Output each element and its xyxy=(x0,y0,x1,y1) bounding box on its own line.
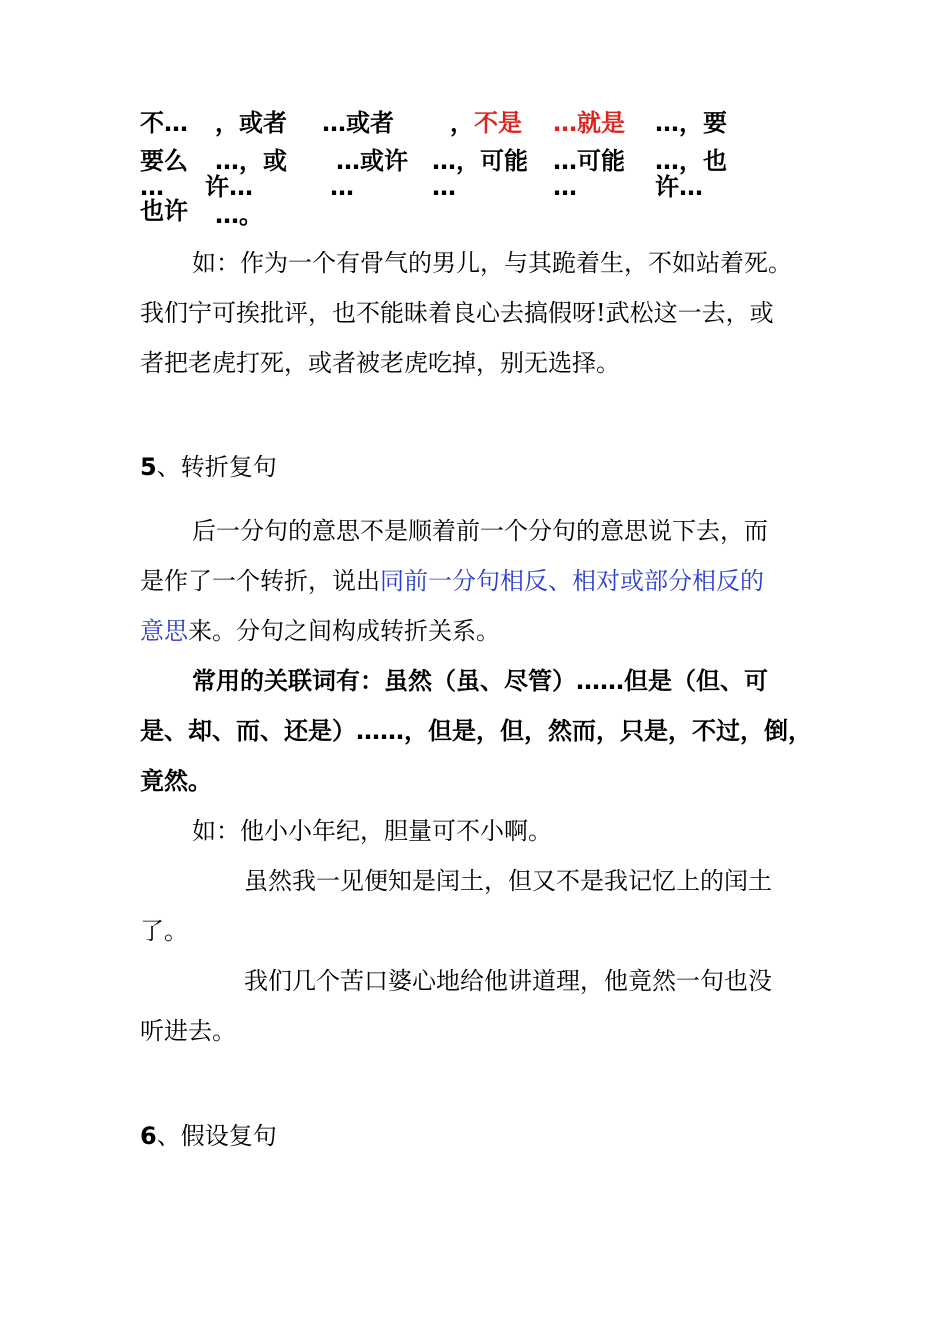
text-line: 常用的关联词有：虽然（虽、尽管）……但是（但、可 xyxy=(192,667,768,695)
cell-r1c3: …或者 xyxy=(322,109,394,137)
text-line: 了。 xyxy=(140,917,188,945)
text-line: 虽然我一见便知是闰土，但又不是我记忆上的闰土 xyxy=(244,867,772,895)
section-number: 6 xyxy=(140,1122,157,1150)
text-line: 如：他小小年纪，胆量可不小啊。 xyxy=(192,817,552,845)
cell-r1c7: …，要 xyxy=(655,109,727,137)
cell-r2c5: …可能 xyxy=(553,147,625,175)
cell-r3c5: … xyxy=(553,173,577,201)
cell-r3c1: … xyxy=(140,173,164,201)
cell-r3c6: 许… xyxy=(655,173,703,201)
cell-r1c2: ，或者 xyxy=(215,109,287,137)
cell-r3c2: 许… xyxy=(205,173,253,201)
highlight-text: 同前一分句相反、相对或部分相反的 xyxy=(380,567,764,595)
cell-r1c1: 不… xyxy=(140,109,188,137)
cell-r2c1: 要么 xyxy=(140,147,188,175)
example-paragraph-2 xyxy=(140,806,840,1056)
cell-r2c2: …，或 xyxy=(215,147,287,175)
text-line: 我们几个苦口婆心地给他讲道理，他竟然一句也没 xyxy=(244,967,772,995)
cell-r1c6: …就是 xyxy=(553,109,625,137)
section-number: 5 xyxy=(140,453,157,481)
text-line xyxy=(140,606,840,656)
cell-r1c4: ， xyxy=(450,109,474,137)
cell-r4c2: …。 xyxy=(215,201,263,229)
cell-r3c3: … xyxy=(330,173,354,201)
highlight-text: 意思 xyxy=(140,617,188,645)
conjunctions-paragraph xyxy=(140,656,840,806)
text-line xyxy=(140,556,840,606)
text-line: 如：作为一个有骨气的男儿，与其跪着生，不如站着死。 xyxy=(192,249,792,277)
cell-r3c4: … xyxy=(432,173,456,201)
text-segment: 来。分句之间构成转折关系。 xyxy=(188,617,500,645)
example-paragraph-1 xyxy=(140,238,840,388)
text-line: 者把老虎打死，或者被老虎吃掉，别无选择。 xyxy=(140,349,620,377)
text-line: 是、却、而、还是）……，但是，但，然而，只是，不过，倒， xyxy=(140,717,812,745)
cell-r2c6: …，也 xyxy=(655,147,727,175)
section-title: 、假设复句 xyxy=(156,1122,277,1150)
cell-r1c5: 不是 xyxy=(474,109,522,137)
definition-paragraph xyxy=(140,506,840,656)
cell-r4c1: 也许 xyxy=(140,197,188,225)
cell-r2c4: …，可能 xyxy=(432,147,528,175)
section-title: 、转折复句 xyxy=(156,453,277,481)
text-line: 后一分句的意思不是顺着前一个分句的意思说下去，而 xyxy=(192,517,768,545)
text-line: 我们宁可挨批评，也不能昧着良心去搞假呀!武松这一去，或 xyxy=(140,299,774,327)
text-segment: 是作了一个转折，说出 xyxy=(140,567,380,595)
text-line: 竟然。 xyxy=(140,767,212,795)
section-heading-5 xyxy=(140,452,277,482)
section-heading-6 xyxy=(140,1121,277,1151)
cell-r2c3: …或许 xyxy=(336,147,408,175)
text-line: 听进去。 xyxy=(140,1017,236,1045)
